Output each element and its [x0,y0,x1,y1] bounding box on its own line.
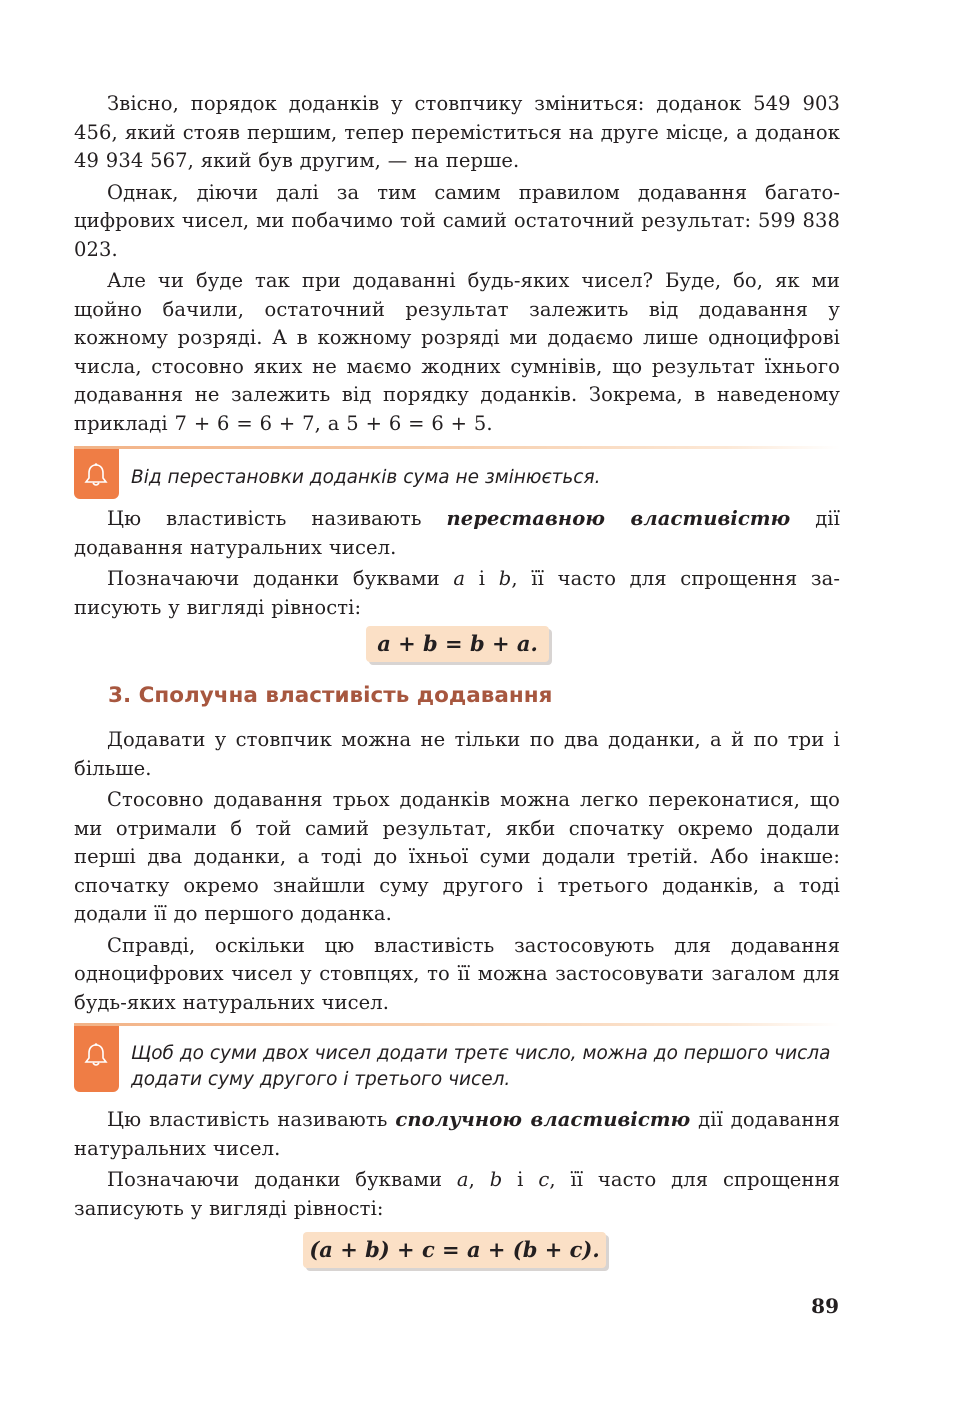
rule-box-1 [74,449,119,499]
rule-statement: Щоб до суми двох чисел додати третє число, можна до першого числа додати суму другого і третього чисел. [131,1043,831,1090]
variable-a: a [453,567,466,590]
rule-divider [74,1023,840,1026]
text: дії додавання натуральних чисел. [74,507,840,559]
text: , її часто для спрощення записують у вигляді рівності: [74,567,840,619]
variable-a: a [456,1168,469,1191]
paragraph [74,1106,840,1163]
bell-icon [83,462,109,488]
variable-b: b [498,567,512,590]
term-commutative: переставною властивістю [446,507,791,530]
variable-b: b [489,1168,503,1191]
paragraph: Звісно, порядок доданків у стовпчику зміниться: доданок 549 903 456, який стояв першим, тепер переміститься на друге місце, а доданок 49 934 567, який був другим, — на перше. [74,92,840,172]
bell-icon [83,1042,109,1068]
term-associative: сполучною властивістю [395,1108,691,1131]
rule-divider [74,446,840,449]
text: , [468,1168,490,1191]
text: , її часто для спрощення записують у вигляді рівності: [74,1168,840,1220]
text: і [465,567,499,590]
text-block-associative [74,726,840,1017]
text: дії додавання натуральних чисел. [74,1108,840,1160]
page-number: 89 [811,1294,839,1318]
variable-c: c [538,1168,550,1191]
paragraph: Додавати у стовпчик можна не тільки по два доданки, а й по три і більше. [74,728,840,780]
paragraph: Однак, діючи далі за тим самим правилом додавання багатоцифрових чисел, ми побачимо той самий остаточний результат: 599 838 023. [74,180,840,261]
formula-commutative: a + b = b + a. [366,626,549,662]
text-block-commutative [74,505,840,622]
formula-associative: (a + b) + c = a + (b + c). [303,1232,606,1268]
text-block-intro [74,90,840,438]
section-heading: 3. Сполучна властивість додавання [108,683,553,708]
paragraph [74,565,840,622]
text: Цю властивість називають [107,507,447,530]
rule-statement: Від перестановки доданків сума не змінюється. [131,467,601,488]
paragraph: Але чи буде так при додаванні будь-яких чисел? Буде, бо, як ми щойно бачили, остаточний результат залежить від додавання у кожному розряді. А в кожному розряді ми додаємо лише одноцифрові числа, стосовно яких не маємо жодних сумнівів, що результат їхнього додавання не залежить від порядку доданків. Зокрема, в наведеному прикладі 7 + 6 = 6 + 7, а 5 + 6 = 6 + 5. [74,269,840,435]
text-block-associative-2 [74,1106,840,1223]
paragraph [74,1166,840,1223]
paragraph [74,505,840,562]
text: Позначаючи доданки буквами [107,1168,457,1191]
text: і [502,1168,539,1191]
text: Позначаючи доданки буквами [107,567,454,590]
text: Цю властивість називають [107,1108,396,1131]
paragraph: Справді, оскільки цю властивість застосовують для додавання одноцифрових чисел у стовпцях, то її можна застосовувати загалом для будь-яких натуральних чисел. [74,933,840,1014]
paragraph: Стосовно додавання трьох доданків можна легко переконатися, що ми отримали б той самий результат, якби спочатку окремо додали перші два доданки, а тоді до їхньої суми додали третій. Або інакше: спочатку окремо знайшли суму другого і третього доданків, а тоді додали її до першого доданка. [74,788,840,925]
rule-box-2 [74,1026,119,1092]
